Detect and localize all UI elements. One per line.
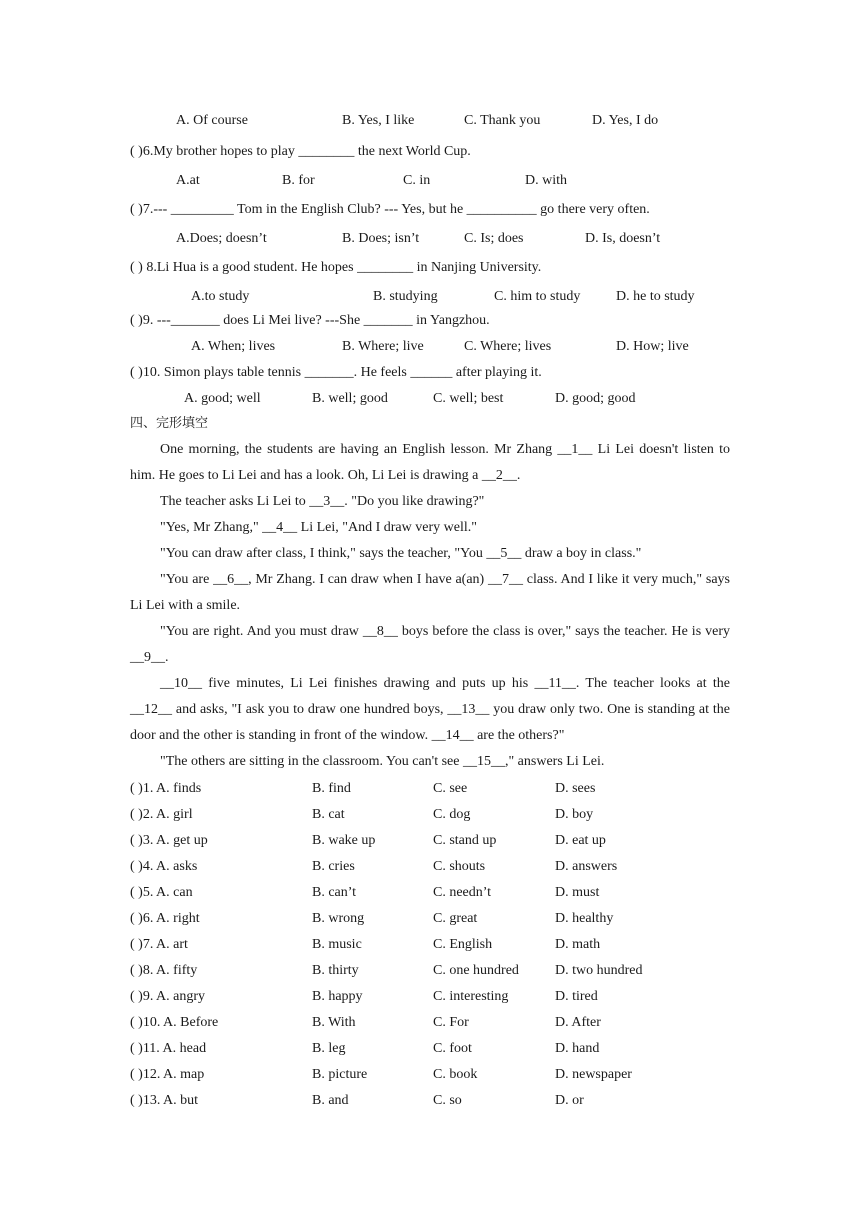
option-d: D. After [555, 1015, 601, 1030]
option-d: D. eat up [555, 833, 606, 848]
option-c: C. one hundred [433, 963, 519, 978]
item-number-option-a: ( )8. A. fifty [130, 963, 198, 978]
option-d: D. healthy [555, 911, 614, 926]
passage-paragraph: __10__ five minutes, Li Lei finishes drawing and puts up his __11__. The teacher looks at the __12__ and asks, "I ask you to draw one hundred boys, __13__ you draw only two. One is standing at the door and the other is standing in front of the window. __14__ are the others?" [130, 676, 730, 743]
passage-paragraph: "You are __6__, Mr Zhang. I can draw when I have a(an) __7__ class. And I like it very much," says Li Lei with a smile. [130, 572, 730, 613]
section-heading-cloze: 四、完形填空 [130, 416, 209, 431]
option-b: B. cries [312, 859, 355, 874]
option-a: A.to study [191, 289, 250, 304]
option-b: B. studying [373, 289, 438, 304]
option-c: C. Is; does [464, 231, 524, 246]
item-number-option-a: ( )13. A. but [130, 1093, 199, 1108]
item-number-option-a: ( )3. A. get up [130, 833, 208, 848]
option-b: B. and [312, 1093, 349, 1108]
option-c: C. so [433, 1093, 462, 1108]
option-a: A.Does; doesn’t [176, 231, 267, 246]
option-c: C. needn’t [433, 885, 492, 900]
item-number-option-a: ( )6. A. right [130, 911, 200, 926]
option-d: D. hand [555, 1041, 600, 1056]
option-b: B. happy [312, 989, 363, 1004]
item-number-option-a: ( )9. A. angry [130, 989, 206, 1004]
item-number-option-a: ( )11. A. head [130, 1041, 207, 1056]
option-c: C. book [433, 1067, 478, 1082]
item-number-option-a: ( )7. A. art [130, 937, 188, 952]
option-b: B. wake up [312, 833, 376, 848]
passage-paragraph: "You can draw after class, I think," says the teacher, "You __5__ draw a boy in class." [160, 546, 642, 561]
option-b: B. Yes, I like [342, 113, 415, 128]
question-stem: ( )7.--- _________ Tom in the English Club? --- Yes, but he __________ go there very often. [130, 202, 650, 217]
item-number-option-a: ( )2. A. girl [130, 807, 193, 822]
option-c: C. foot [433, 1041, 472, 1056]
question-stem: ( ) 8.Li Hua is a good student. He hopes ________ in Nanjing University. [130, 260, 542, 275]
option-c: C. For [433, 1015, 469, 1030]
question-stem: ( )6.My brother hopes to play ________ the next World Cup. [130, 144, 471, 159]
passage-paragraph: The teacher asks Li Lei to __3__. "Do you like drawing?" [160, 494, 485, 509]
option-c: C. English [433, 937, 493, 952]
option-d: D. math [555, 937, 601, 952]
option-a: A. good; well [184, 391, 261, 406]
passage-paragraph: "Yes, Mr Zhang," __4__ Li Lei, "And I draw very well." [160, 520, 477, 535]
option-b: B. Where; live [342, 339, 424, 354]
option-c: C. well; best [433, 391, 504, 406]
passage-paragraph: One morning, the students are having an English lesson. Mr Zhang __1__ Li Lei doesn't listen to him. He goes to Li Lei and has a look. Oh, Li Lei is drawing a __2__. [130, 442, 730, 483]
option-d: D. Is, doesn’t [585, 231, 661, 246]
option-b: B. for [282, 173, 315, 188]
option-c: C. see [433, 781, 468, 796]
option-a: A. When; lives [191, 339, 276, 354]
option-d: D. must [555, 885, 600, 900]
item-number-option-a: ( )12. A. map [130, 1067, 205, 1082]
option-c: C. him to study [494, 289, 581, 304]
item-number-option-a: ( )1. A. finds [130, 781, 202, 796]
option-b: B. wrong [312, 911, 365, 926]
option-d: D. tired [555, 989, 598, 1004]
option-b: B. thirty [312, 963, 359, 978]
option-d: D. Yes, I do [592, 113, 659, 128]
option-c: C. in [403, 173, 431, 188]
option-c: C. stand up [433, 833, 497, 848]
item-number-option-a: ( )4. A. asks [130, 859, 198, 874]
question-stem: ( )10. Simon plays table tennis _______. He feels ______ after playing it. [130, 365, 542, 380]
option-d: D. or [555, 1093, 584, 1108]
option-b: B. picture [312, 1067, 368, 1082]
option-d: D. answers [555, 859, 618, 874]
option-c: C. dog [433, 807, 471, 822]
option-b: B. Does; isn’t [342, 231, 420, 246]
option-a: A.at [176, 173, 200, 188]
option-a: A. Of course [176, 113, 248, 128]
option-b: B. With [312, 1015, 356, 1030]
option-b: B. cat [312, 807, 345, 822]
option-d: D. with [525, 173, 567, 188]
option-c: C. shouts [433, 859, 486, 874]
option-c: C. interesting [433, 989, 509, 1004]
option-d: D. good; good [555, 391, 636, 406]
option-c: C. great [433, 911, 478, 926]
option-b: B. well; good [312, 391, 388, 406]
passage-paragraph: "You are right. And you must draw __8__ boys before the class is over," says the teacher. He is very __9__. [130, 624, 730, 665]
option-d: D. sees [555, 781, 596, 796]
passage-paragraph: "The others are sitting in the classroom. You can't see __15__," answers Li Lei. [160, 754, 605, 769]
option-b: B. music [312, 937, 362, 952]
option-b: B. leg [312, 1041, 346, 1056]
item-number-option-a: ( )10. A. Before [130, 1015, 219, 1030]
option-c: C. Where; lives [464, 339, 552, 354]
option-c: C. Thank you [464, 113, 541, 128]
item-number-option-a: ( )5. A. can [130, 885, 193, 900]
option-d: D. boy [555, 807, 594, 822]
option-d: D. newspaper [555, 1067, 632, 1082]
option-d: D. How; live [616, 339, 689, 354]
option-d: D. he to study [616, 289, 695, 304]
option-b: B. can’t [312, 885, 357, 900]
option-d: D. two hundred [555, 963, 643, 978]
question-stem: ( )9. ---_______ does Li Mei live? ---She _______ in Yangzhou. [130, 313, 490, 328]
option-b: B. find [312, 781, 351, 796]
